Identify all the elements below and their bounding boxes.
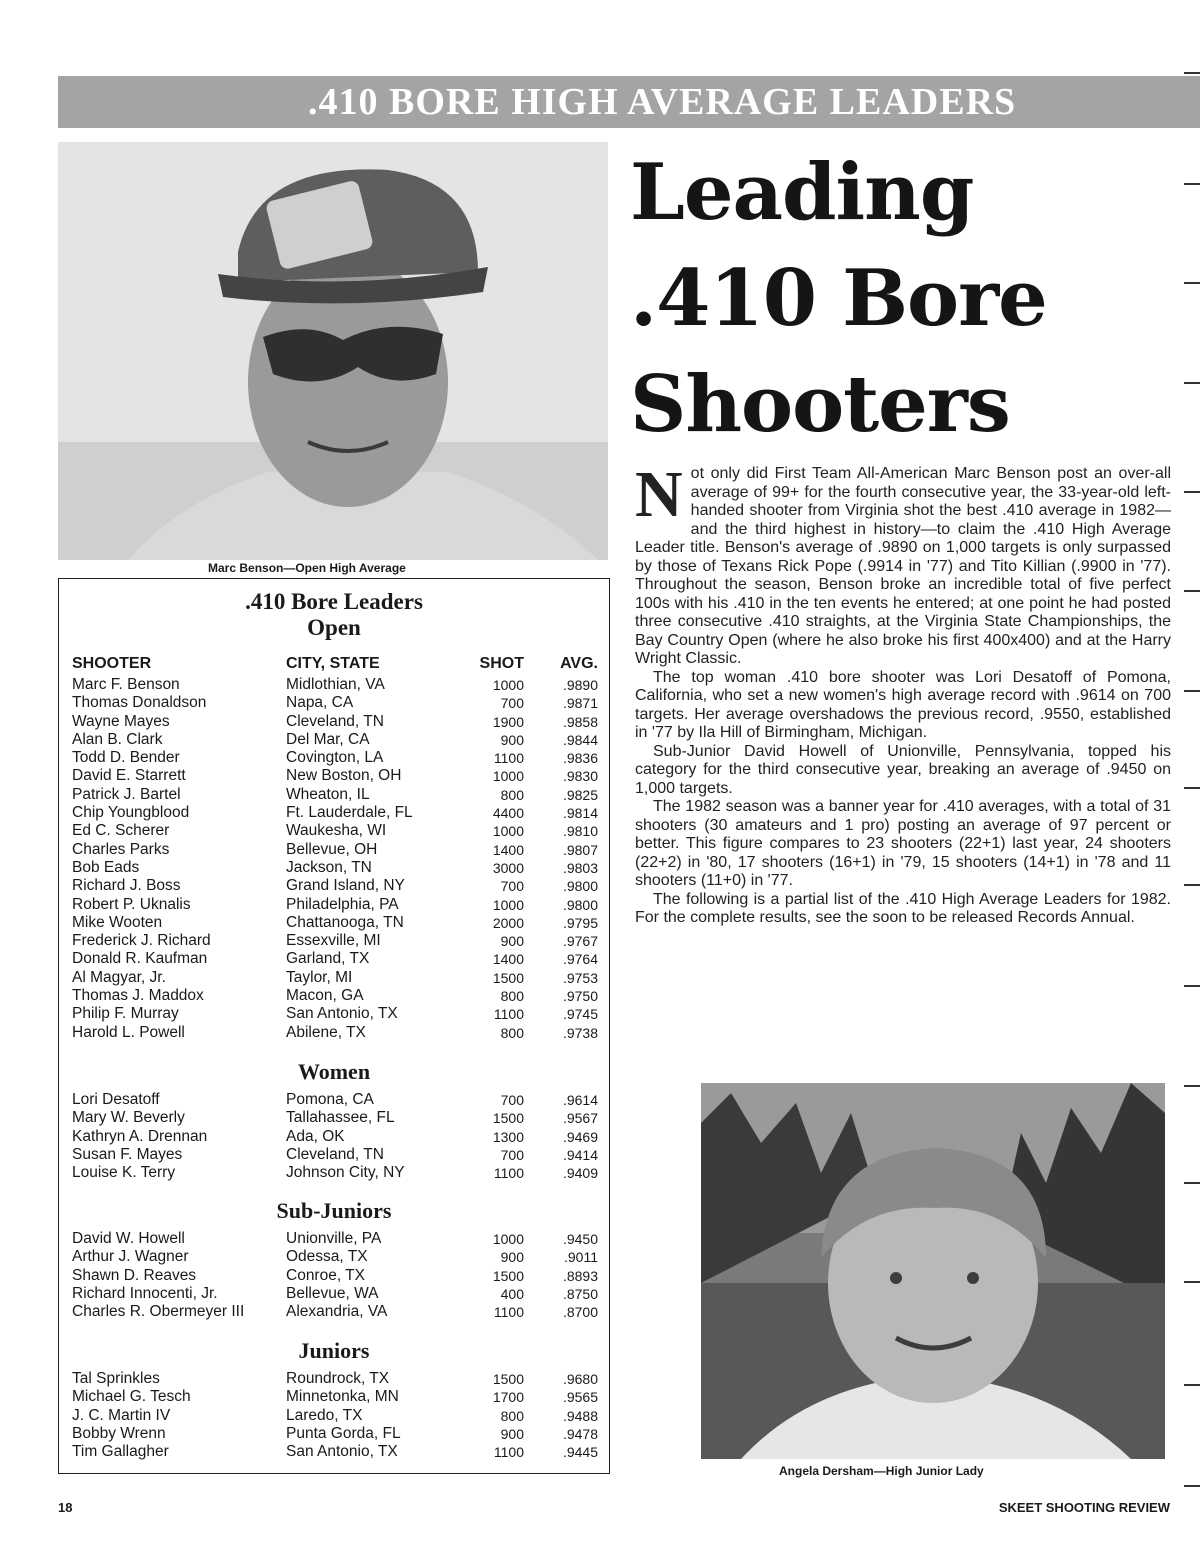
table-row (59, 877, 609, 895)
table-row (59, 767, 609, 785)
targets-shot: 1100 (493, 1444, 524, 1461)
average: .9836 (562, 750, 598, 767)
shooter-city: Cleveland, TN (286, 1145, 384, 1163)
article-paragraph-1 (635, 458, 1171, 669)
table-row (59, 749, 609, 767)
shooter-city: Taylor, MI (286, 968, 353, 986)
shooter-city: Wheaton, IL (286, 785, 370, 803)
headline (630, 140, 1190, 458)
column-avg: AVG. (560, 655, 598, 672)
shooter-city: Punta Gorda, FL (286, 1424, 401, 1442)
table-row (59, 1370, 609, 1388)
shooter-name: Louise K. Terry (72, 1164, 176, 1182)
edge-mark (1184, 690, 1200, 692)
targets-shot: 1900 (492, 713, 524, 730)
shooter-city: Bellevue, WA (286, 1284, 379, 1302)
average: .9753 (562, 969, 598, 986)
edge-mark (1184, 1384, 1200, 1386)
shooter-name: Thomas J. Maddox (72, 987, 204, 1005)
average: .9858 (562, 713, 598, 730)
table-row (59, 1388, 609, 1406)
table-row (59, 713, 609, 731)
edge-mark (1184, 787, 1200, 789)
targets-shot: 900 (500, 1425, 524, 1442)
magazine-name: SKEET SHOOTING REVIEW (998, 1500, 1170, 1515)
table-header (59, 655, 609, 675)
column-city: CITY, STATE (286, 655, 380, 672)
targets-shot: 1100 (493, 1006, 524, 1023)
targets-shot: 1700 (492, 1389, 524, 1406)
shooter-city: Grand Island, NY (286, 877, 405, 895)
shooter-city: Pomona, CA (286, 1091, 374, 1108)
table-row (59, 987, 609, 1005)
shooter-name: Arthur J. Wagner (72, 1248, 189, 1266)
edge-mark (1184, 491, 1200, 493)
average: .9738 (562, 1024, 598, 1041)
table-row (59, 1024, 609, 1042)
targets-shot: 1100 (493, 1304, 524, 1321)
edge-mark (1184, 183, 1200, 185)
shooter-name: Alan B. Clark (72, 730, 163, 748)
average: .9478 (562, 1425, 598, 1442)
women-heading: Women (297, 1059, 371, 1084)
targets-shot: 800 (500, 1024, 524, 1041)
average: .9890 (562, 677, 598, 693)
targets-shot: 900 (500, 731, 524, 748)
edge-mark (1184, 884, 1200, 886)
average: .9750 (562, 988, 598, 1005)
table-subtitle: Open (307, 615, 361, 640)
shooter-name: Tal Sprinkles (72, 1370, 160, 1387)
targets-shot: 4400 (492, 805, 524, 822)
headline-line-3: Shooters (630, 359, 1010, 450)
shooter-city: Unionville, PA (286, 1230, 382, 1247)
column-shooter: SHOOTER (72, 655, 152, 672)
marc-benson-caption: Marc Benson—Open High Average (208, 561, 406, 575)
shooter-name: Robert P. Uknalis (72, 895, 191, 913)
average: .9825 (562, 786, 598, 803)
edge-mark (1184, 1485, 1200, 1487)
table-row (59, 914, 609, 932)
table-row (59, 1248, 609, 1266)
targets-shot: 1500 (492, 969, 524, 986)
table-row (59, 1091, 609, 1109)
targets-shot: 700 (500, 695, 524, 712)
shooter-name: David W. Howell (72, 1230, 185, 1247)
article-paragraph-5: The following is a partial list of the .410 High Average Leaders for 1982. For the complete results, see the soon to be released Records Annual. (635, 890, 1171, 926)
average: .9745 (562, 1006, 598, 1023)
column-shot: SHOT (479, 655, 524, 672)
shooter-city: San Antonio, TX (286, 1005, 398, 1023)
average: .9800 (562, 878, 598, 895)
average: .9680 (562, 1371, 598, 1387)
shooter-name: Thomas Donaldson (72, 694, 207, 712)
shooter-city: Tallahassee, FL (286, 1109, 395, 1127)
article-body (635, 458, 1171, 928)
shooter-name: Bob Eads (72, 858, 140, 876)
shooter-name: Al Magyar, Jr. (72, 968, 166, 986)
juniors-rows (59, 1370, 609, 1461)
targets-shot: 700 (500, 1146, 524, 1163)
table-row (59, 896, 609, 914)
table-row (59, 1164, 609, 1182)
table-row (59, 694, 609, 712)
shooter-city: Roundrock, TX (286, 1370, 390, 1387)
shooter-city: Conroe, TX (286, 1266, 365, 1284)
shooter-name: Richard Innocenti, Jr. (72, 1284, 218, 1302)
table-row (59, 1005, 609, 1023)
angela-dersham-photo (701, 1083, 1165, 1459)
table-row (59, 731, 609, 749)
shooter-city: Ft. Lauderdale, FL (286, 804, 413, 822)
table-row (59, 1407, 609, 1425)
table-row (59, 1146, 609, 1164)
table-row (59, 1267, 609, 1285)
targets-shot: 1100 (493, 1165, 524, 1182)
headline-line-1: Leading (630, 147, 974, 238)
edge-mark (1184, 590, 1200, 592)
shooter-city: Garland, TX (286, 950, 370, 968)
targets-shot: 700 (500, 1092, 524, 1108)
drop-cap: N (635, 458, 683, 531)
average: .8700 (562, 1304, 598, 1321)
average: .9409 (562, 1165, 598, 1182)
targets-shot: 3000 (492, 859, 524, 876)
marc-benson-photo (58, 142, 608, 560)
average: .9011 (564, 1249, 598, 1266)
shooter-city: Abilene, TX (286, 1023, 366, 1041)
juniors-heading: Juniors (298, 1338, 370, 1363)
shooter-city: Johnson City, NY (286, 1164, 405, 1182)
targets-shot: 800 (500, 1407, 524, 1424)
shooter-name: Marc F. Benson (72, 676, 180, 693)
angela-dersham-photo-illustration (701, 1083, 1165, 1459)
targets-shot: 1500 (492, 1110, 524, 1127)
article-paragraph-2: The top woman .410 bore shooter was Lori Desatoff of Pomona, California, who set a new women's high average record with .9614 on 700 targets. Her average overshadows the previous record, .9550, established in '77 by Ila Hill of Birmingham, Michigan. (635, 668, 1171, 741)
shooter-name: Frederick J. Richard (72, 932, 211, 950)
leaders-table (58, 578, 610, 1474)
targets-shot: 1000 (492, 823, 524, 840)
shooter-name: Tim Gallagher (72, 1443, 169, 1461)
shooter-name: Susan F. Mayes (72, 1145, 183, 1163)
shooter-name: Todd D. Bender (72, 749, 180, 767)
banner-title: .410 BORE HIGH AVERAGE LEADERS (308, 81, 1017, 123)
targets-shot: 400 (500, 1285, 524, 1302)
table-row (59, 804, 609, 822)
shooter-city: Del Mar, CA (286, 730, 370, 748)
edge-mark (1184, 1182, 1200, 1184)
table-title: .410 Bore Leaders (245, 589, 423, 614)
table-row (59, 1425, 609, 1443)
table-row (59, 822, 609, 840)
shooter-name: David E. Starrett (72, 767, 186, 785)
shooter-city: Bellevue, OH (286, 840, 378, 858)
edge-mark (1184, 282, 1200, 284)
shooter-name: Harold L. Powell (72, 1023, 185, 1041)
average: .9800 (562, 896, 598, 913)
average: .9830 (562, 768, 598, 785)
average: .9764 (562, 951, 598, 968)
shooter-name: Ed C. Scherer (72, 822, 170, 840)
average: .8893 (562, 1267, 598, 1284)
targets-shot: 1000 (492, 1231, 524, 1247)
table-row (59, 1285, 609, 1303)
shooter-name: Donald R. Kaufman (72, 950, 208, 968)
open-rows (59, 676, 609, 1042)
shooter-city: Essexville, MI (286, 932, 381, 950)
targets-shot: 2000 (492, 914, 524, 931)
targets-shot: 1100 (493, 750, 524, 767)
average: .9803 (562, 859, 598, 876)
average: .9488 (562, 1407, 598, 1424)
average: .9871 (562, 695, 598, 712)
average: .9567 (562, 1110, 598, 1127)
table-row (59, 932, 609, 950)
average: .9450 (562, 1231, 598, 1247)
shooter-name: Patrick J. Bartel (72, 785, 181, 803)
targets-shot: 800 (500, 786, 524, 803)
table-row (59, 1128, 609, 1146)
shooter-city: Ada, OK (286, 1127, 345, 1145)
shooter-name: Lori Desatoff (72, 1091, 160, 1108)
shooter-city: Odessa, TX (286, 1248, 368, 1266)
shooter-city: Cleveland, TN (286, 712, 384, 730)
average: .9565 (562, 1389, 598, 1406)
shooter-city: Waukesha, WI (286, 822, 387, 840)
shooter-name: Kathryn A. Drennan (72, 1127, 208, 1145)
shooter-city: Alexandria, VA (286, 1303, 388, 1321)
shooter-city: Chattanooga, TN (286, 913, 404, 931)
table-row (59, 841, 609, 859)
marc-benson-photo-illustration (58, 142, 608, 560)
average: .9795 (562, 914, 598, 931)
headline-line-2: .410 Bore (630, 253, 1047, 344)
shooter-name: Mike Wooten (72, 913, 163, 931)
women-rows (59, 1091, 609, 1182)
shooter-city: Covington, LA (286, 749, 384, 767)
table-row (59, 1230, 609, 1248)
targets-shot: 1000 (492, 768, 524, 785)
table-row (59, 1443, 609, 1461)
shooter-city: Macon, GA (286, 987, 364, 1005)
article-paragraph-1-text: ot only did First Team All-American Marc Benson post an over-all average of 99+ for the fourth consecutive year, the 33-year-old left-handed shooter from Virginia shot the best .410 average in 1982—and the third highest in history—to claim the .410 High Average Leader title. Benson's average of .9890 on 1,000 targets is only surpassed by those of Texans Rick Pope (.9914 in '77) and Tito Killian (.9900 in '77). Throughout the season, Benson broke an incredible total of five perfect 100s with his .410 in the ten events he entered; at one point he had posted three consecutive .410 straights, at the Virginia State Championships, the Bay Country Open (where he also broke his first 400x400) and at the Harry Wright Classic. (635, 465, 1171, 667)
average: .8750 (562, 1285, 598, 1302)
table-row (59, 1109, 609, 1127)
shooter-name: Charles Parks (72, 840, 170, 858)
shooter-city: Philadelphia, PA (286, 895, 399, 913)
shooter-name: Shawn D. Reaves (72, 1266, 197, 1284)
targets-shot: 1300 (492, 1128, 524, 1145)
shooter-city: Napa, CA (286, 694, 354, 712)
average: .9807 (562, 841, 598, 858)
section-banner (58, 76, 1200, 128)
shooter-city: Jackson, TN (286, 858, 372, 876)
average: .9614 (562, 1092, 598, 1108)
page-number: 18 (58, 1500, 73, 1515)
targets-shot: 700 (500, 878, 524, 895)
table-row (59, 786, 609, 804)
shooter-name: Mary W. Beverly (72, 1109, 185, 1127)
edge-mark (1184, 382, 1200, 384)
shooter-name: Charles R. Obermeyer III (72, 1303, 245, 1321)
average: .9445 (562, 1444, 598, 1461)
shooter-name: J. C. Martin IV (72, 1406, 171, 1424)
table-row (59, 859, 609, 877)
shooter-name: Philip F. Murray (72, 1005, 179, 1023)
shooter-name: Michael G. Tesch (72, 1388, 191, 1406)
shooter-city: Laredo, TX (286, 1406, 363, 1424)
targets-shot: 1500 (492, 1371, 524, 1387)
targets-shot: 1000 (492, 677, 524, 693)
table-row (59, 950, 609, 968)
average: .9844 (562, 731, 598, 748)
subjuniors-heading: Sub-Juniors (276, 1198, 392, 1223)
targets-shot: 1500 (492, 1267, 524, 1284)
shooter-city: San Antonio, TX (286, 1443, 398, 1461)
shooter-name: Wayne Mayes (72, 712, 170, 730)
edge-mark (1184, 1281, 1200, 1283)
shooter-name: Chip Youngblood (72, 804, 190, 822)
average: .9814 (562, 805, 598, 822)
targets-shot: 900 (500, 1249, 524, 1266)
average: .9469 (562, 1128, 598, 1145)
shooter-city: Midlothian, VA (286, 676, 385, 693)
targets-shot: 900 (500, 933, 524, 950)
targets-shot: 1000 (492, 896, 524, 913)
edge-mark (1184, 72, 1200, 74)
table-row (59, 676, 609, 694)
subjuniors-rows (59, 1230, 609, 1321)
article-paragraph-3: Sub-Junior David Howell of Unionville, Pennsylvania, topped his category for the third consecutive year, breaking an average of .9450 on 1,000 targets. (635, 742, 1171, 797)
average: .9810 (562, 823, 598, 840)
edge-mark (1184, 985, 1200, 987)
table-row (59, 969, 609, 987)
targets-shot: 800 (500, 988, 524, 1005)
shooter-city: Minnetonka, MN (286, 1388, 399, 1406)
shooter-city: New Boston, OH (286, 767, 402, 785)
average: .9767 (562, 933, 598, 950)
targets-shot: 1400 (492, 951, 524, 968)
angela-dersham-caption: Angela Dersham—High Junior Lady (779, 1464, 984, 1478)
article-paragraph-4: The 1982 season was a banner year for .410 averages, with a total of 31 shooters (30 amateurs and 1 pro) posting an average of 97 percent or better. This figure compares to 23 shooters (22+1) last year, 24 shooters (22+2) in '80, 17 shooters (16+1) in '79, 15 shooters (14+1) in '78 and 11 shooters (11+0) in '77. (635, 798, 1171, 889)
targets-shot: 1400 (492, 841, 524, 858)
edge-mark (1184, 1085, 1200, 1087)
shooter-name: Richard J. Boss (72, 877, 181, 895)
shooter-name: Bobby Wrenn (72, 1424, 166, 1442)
average: .9414 (562, 1146, 598, 1163)
table-row (59, 1303, 609, 1321)
